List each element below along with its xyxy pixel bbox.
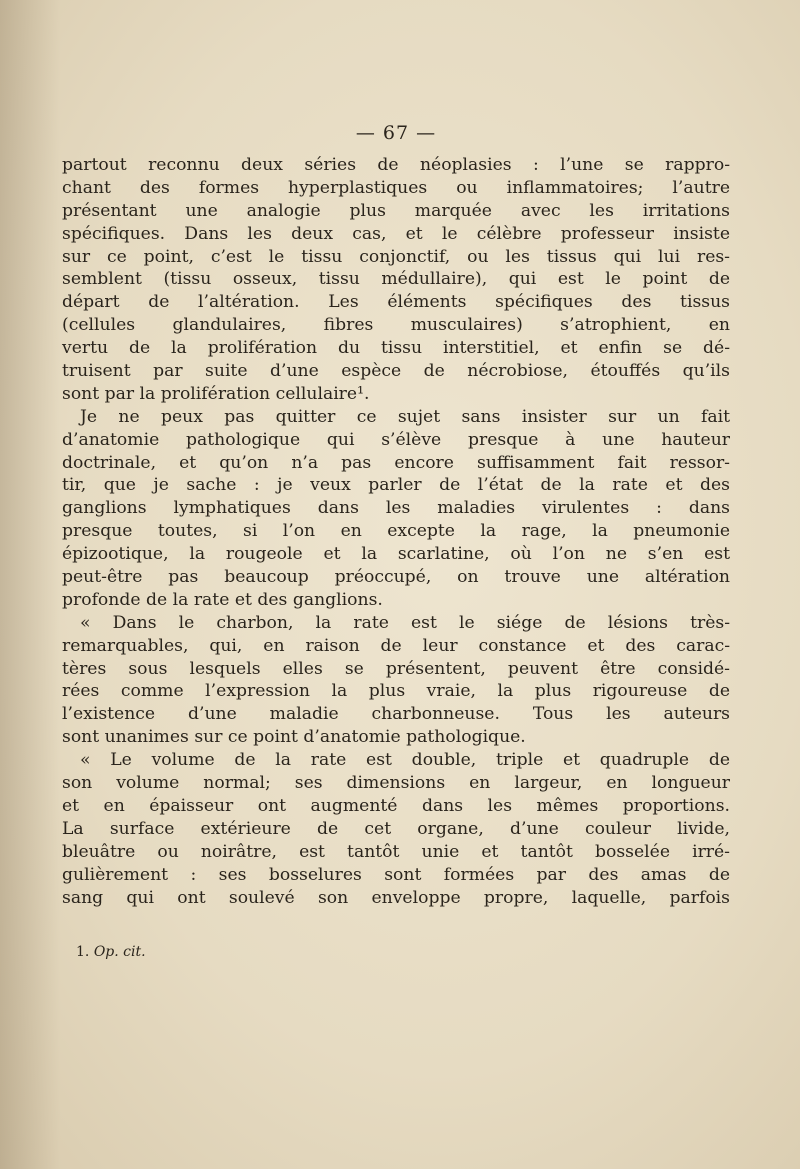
text-line: son volume normal; ses dimensions en largeur, en longueur (62, 773, 730, 794)
text-line: doctrinale, et qu’on n’a pas encore suffisamment fait ressor- (62, 452, 730, 473)
text-line: ganglions lymphatiques dans les maladies virulentes : dans (62, 498, 730, 519)
text-line: bleuâtre ou noirâtre, est tantôt unie et tantôt bosselée irré- (62, 841, 730, 862)
text-line: « Le volume de la rate est double, triple et quadruple de (80, 750, 730, 771)
text-line: peut-être pas beaucoup préoccupé, on trouve une altération (62, 567, 730, 588)
text-line: vertu de la prolifération du tissu interstitiel, et enfin se dé- (62, 338, 730, 359)
text-line: gulièrement : ses bosselures sont formées par des amas de (62, 864, 730, 885)
text-line: semblent (tissu osseux, tissu médullaire), qui est le point de (62, 269, 730, 290)
body-text (62, 154, 730, 909)
text-line: sont unanimes sur ce point d’anatomie pathologique. (62, 727, 526, 748)
text-line: d’anatomie pathologique qui s’élève presque à une hauteur (62, 429, 730, 450)
text-line: présentant une analogie plus marquée avec les irritations (62, 200, 730, 221)
text-line: partout reconnu deux séries de néoplasies : l’une se rappro- (62, 155, 730, 175)
footnote-text: Op. cit. (93, 944, 146, 960)
footnote-number: 1. (76, 944, 90, 960)
text-line: presque toutes, si l’on en excepte la rage, la pneumonie (62, 521, 730, 542)
text-line: et en épaisseur ont augmenté dans les mêmes proportions. (62, 795, 730, 816)
text-line: remarquables, qui, en raison de leur constance et des carac- (62, 635, 730, 656)
text-line: tères sous lesquels elles se présentent, peuvent être considé- (62, 658, 730, 679)
text-line: sont par la prolifération cellulaire¹. (62, 383, 370, 404)
text-line: profonde de la rate et des ganglions. (62, 589, 383, 610)
text-line: tir, que je sache : je veux parler de l’état de la rate et des (62, 475, 730, 496)
text-line: La surface extérieure de cet organe, d’une couleur livide, (62, 818, 730, 839)
text-line: épizootique, la rougeole et la scarlatine, où l’on ne s’en est (62, 544, 730, 565)
text-line: (cellules glandulaires, fibres musculaires) s’atrophient, en (62, 315, 730, 336)
footnote (76, 944, 146, 960)
text-line: sur ce point, c’est le tissu conjonctif, ou les tissus qui lui res- (62, 246, 730, 267)
text-line: « Dans le charbon, la rate est le siége de lésions très- (80, 612, 730, 633)
text-line: l’existence d’une maladie charbonneuse. Tous les auteurs (62, 704, 730, 725)
text-line: départ de l’altération. Les éléments spécifiques des tissus (62, 292, 730, 313)
text-line: chant des formes hyperplastiques ou inflammatoires; l’autre (62, 177, 730, 198)
text-line: truisent par suite d’une espèce de nécrobiose, étouffés qu’ils (62, 361, 730, 382)
text-line: Je ne peux pas quitter ce sujet sans insister sur un fait (80, 406, 730, 427)
text-line: rées comme l’expression la plus vraie, la plus rigoureuse de (62, 681, 730, 702)
text-line: spécifiques. Dans les deux cas, et le célèbre professeur insiste (62, 223, 730, 244)
page-number: — 67 — (355, 122, 437, 144)
page-edge-shadow (0, 0, 60, 1169)
text-line: sang qui ont soulevé son enveloppe propre, laquelle, parfois (62, 887, 730, 908)
